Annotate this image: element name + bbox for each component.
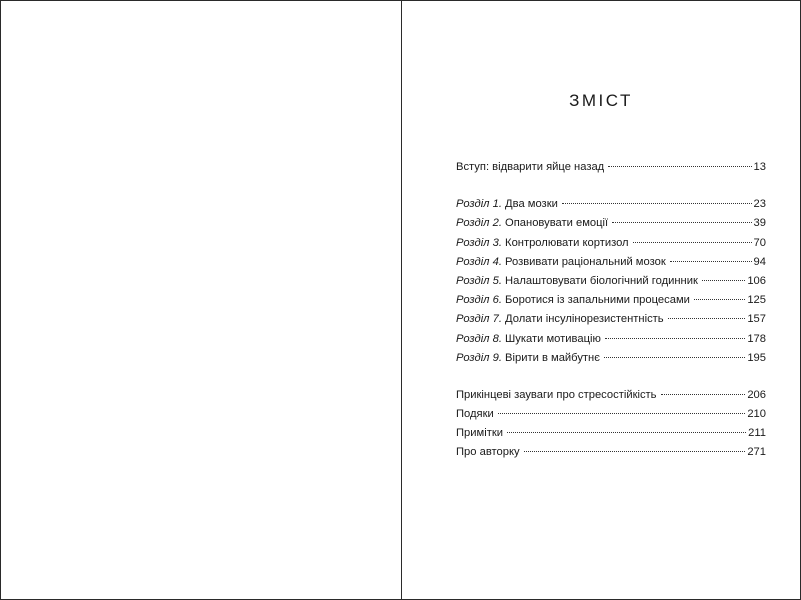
toc-entry-title: Примітки xyxy=(456,427,503,440)
dot-leader xyxy=(608,166,751,167)
toc-entry-title: Подяки xyxy=(456,408,494,421)
toc-entry-title: Два мозки xyxy=(505,198,558,211)
toc-entry-title: Вступ: відварити яйце назад xyxy=(456,161,605,173)
toc-entry-label xyxy=(456,294,690,306)
dot-leader xyxy=(702,280,745,281)
toc-page-number: 106 xyxy=(747,274,766,287)
dot-leader xyxy=(498,413,746,414)
dot-leader xyxy=(605,338,745,339)
toc-entry-label xyxy=(456,217,608,229)
toc-entry[interactable] xyxy=(456,389,766,408)
toc-entry-title: Шукати мотивацію xyxy=(505,332,601,345)
dot-leader xyxy=(661,394,746,395)
dot-leader xyxy=(633,242,752,243)
toc-entry-label xyxy=(456,446,520,458)
chapter-number: Розділ 7. xyxy=(456,313,502,326)
toc-entry-label xyxy=(456,161,604,173)
chapter-number: Розділ 6. xyxy=(456,294,502,307)
toc-page-number: 195 xyxy=(747,351,766,364)
toc-page-number: 70 xyxy=(753,236,766,249)
toc-entry-title: Вірити в майбутнє xyxy=(505,351,600,364)
toc-entry[interactable] xyxy=(456,256,766,275)
toc-entry[interactable] xyxy=(456,275,766,294)
toc-entry-label xyxy=(456,352,600,364)
dot-leader xyxy=(524,451,746,452)
dot-leader xyxy=(562,203,752,204)
toc-entry[interactable] xyxy=(456,198,766,217)
chapter-number: Розділ 5. xyxy=(456,274,502,287)
toc-entry-label xyxy=(456,237,629,249)
dot-leader xyxy=(612,222,751,223)
toc-entry[interactable] xyxy=(456,237,766,256)
toc-back-matter-group xyxy=(456,389,766,466)
chapter-number: Розділ 8. xyxy=(456,332,502,345)
right-page xyxy=(402,1,800,599)
toc-entry-label xyxy=(456,427,503,439)
toc-entry[interactable] xyxy=(456,408,766,427)
dot-leader xyxy=(668,318,746,319)
dot-leader xyxy=(694,299,745,300)
dot-leader xyxy=(604,357,745,358)
toc-entry-label xyxy=(456,333,601,345)
toc-entry[interactable] xyxy=(456,313,766,332)
toc-page-number: 39 xyxy=(753,217,766,230)
toc-entry-title: Про авторку xyxy=(456,446,520,459)
toc-entry-label xyxy=(456,275,698,287)
toc-page-number: 157 xyxy=(747,313,766,326)
toc-page-number: 206 xyxy=(747,388,766,401)
toc-intro-group xyxy=(456,161,766,180)
toc-page-number: 13 xyxy=(753,161,766,173)
toc-page-number: 210 xyxy=(747,408,766,421)
toc-entry[interactable] xyxy=(456,427,766,446)
toc-entry[interactable] xyxy=(456,294,766,313)
toc-chapters-group xyxy=(456,198,766,371)
toc-entry-label xyxy=(456,389,657,401)
chapter-number: Розділ 1. xyxy=(456,198,502,211)
chapter-number: Розділ 9. xyxy=(456,351,502,364)
toc-page-number: 23 xyxy=(753,198,766,211)
dot-leader xyxy=(670,261,752,262)
table-of-contents xyxy=(456,161,766,466)
left-page-blank xyxy=(1,1,401,599)
toc-page-number: 271 xyxy=(747,446,766,459)
toc-entry[interactable] xyxy=(456,161,766,180)
toc-entry-label xyxy=(456,256,666,268)
toc-page-number: 125 xyxy=(747,294,766,307)
toc-page-number: 178 xyxy=(747,332,766,345)
dot-leader xyxy=(507,432,746,433)
toc-title: ЗМІСТ xyxy=(569,91,633,110)
toc-entry-title: Налаштовувати біологічний годинник xyxy=(505,274,698,287)
toc-entry-title: Долати інсулінорезистентність xyxy=(505,313,664,326)
toc-entry[interactable] xyxy=(456,333,766,352)
toc-page-number: 94 xyxy=(753,255,766,268)
toc-entry-label xyxy=(456,198,558,210)
toc-entry-title: Прикінцеві зауваги про стресостійкість xyxy=(456,388,657,401)
toc-page-number: 211 xyxy=(748,427,766,440)
chapter-number: Розділ 4. xyxy=(456,255,502,268)
toc-entry-label xyxy=(456,313,664,325)
toc-entry[interactable] xyxy=(456,217,766,236)
chapter-number: Розділ 3. xyxy=(456,236,502,249)
toc-entry-title: Опановувати емоції xyxy=(505,217,609,230)
toc-entry[interactable] xyxy=(456,446,766,465)
toc-entry-title: Боротися із запальними процесами xyxy=(505,294,690,307)
toc-entry[interactable] xyxy=(456,352,766,371)
toc-entry-label xyxy=(456,408,494,420)
chapter-number: Розділ 2. xyxy=(456,217,502,230)
toc-entry-title: Контролювати кортизол xyxy=(505,236,629,249)
toc-entry-title: Розвивати раціональний мозок xyxy=(505,255,666,268)
